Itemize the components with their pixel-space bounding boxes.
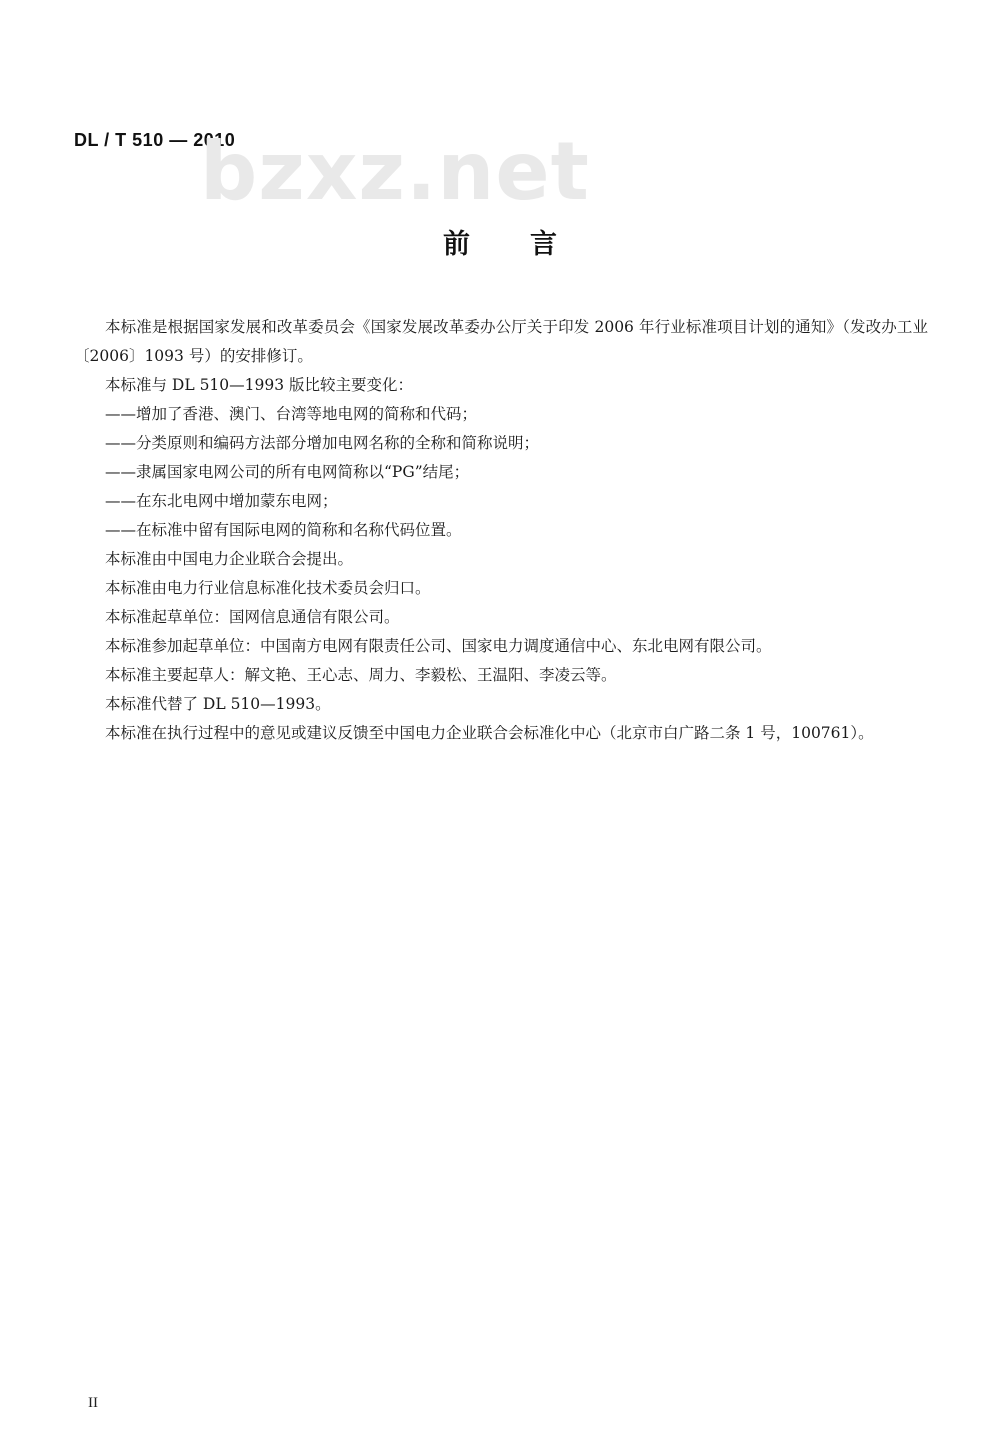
paragraph-feedback: 本标准在执行过程中的意见或建议反馈至中国电力企业联合会标准化中心（北京市白广路二条 1 号，100761）。 [105,724,874,742]
foreword-body [74,313,928,748]
change-item-2: ——分类原则和编码方法部分增加电网名称的全称和简称说明； [105,434,540,452]
change-item-5: ——在标准中留有国际电网的简称和名称代码位置。 [105,521,462,539]
change-item-4: ——在东北电网中增加蒙东电网； [105,492,338,510]
paragraph-changes-intro: 本标准与 DL 510—1993 版比较主要变化： [105,376,414,394]
paragraph-participating-units: 本标准参加起草单位：中国南方电网有限责任公司、国家电力调度通信中心、东北电网有限公司。 [105,637,772,655]
change-item-1: ——增加了香港、澳门、台湾等地电网的简称和代码； [105,405,478,423]
paragraph-drafting-unit: 本标准起草单位：国网信息通信有限公司。 [105,608,400,626]
change-item-3: ——隶属国家电网公司的所有电网简称以“PG”结尾； [105,463,470,481]
paragraph-proposer: 本标准由中国电力企业联合会提出。 [105,550,354,568]
paragraph-replaces: 本标准代替了 DL 510—1993。 [105,695,331,713]
page-title: 前言 [443,229,617,260]
watermark: bzxz.net [200,125,590,218]
page-number: II [88,1395,98,1411]
paragraph-administrator: 本标准由电力行业信息标准化技术委员会归口。 [105,579,431,597]
paragraph-basis: 本标准是根据国家发展和改革委员会《国家发展改革委办公厅关于印发 2006 年行业标准项目计划的通知》（发改办工业〔2006〕1093 号）的安排修订。 [74,318,928,365]
paragraph-drafters: 本标准主要起草人：解文艳、王心志、周力、李毅松、王温阳、李凌云等。 [105,666,617,684]
standard-code: DL / T 510 — 2010 [74,130,236,150]
